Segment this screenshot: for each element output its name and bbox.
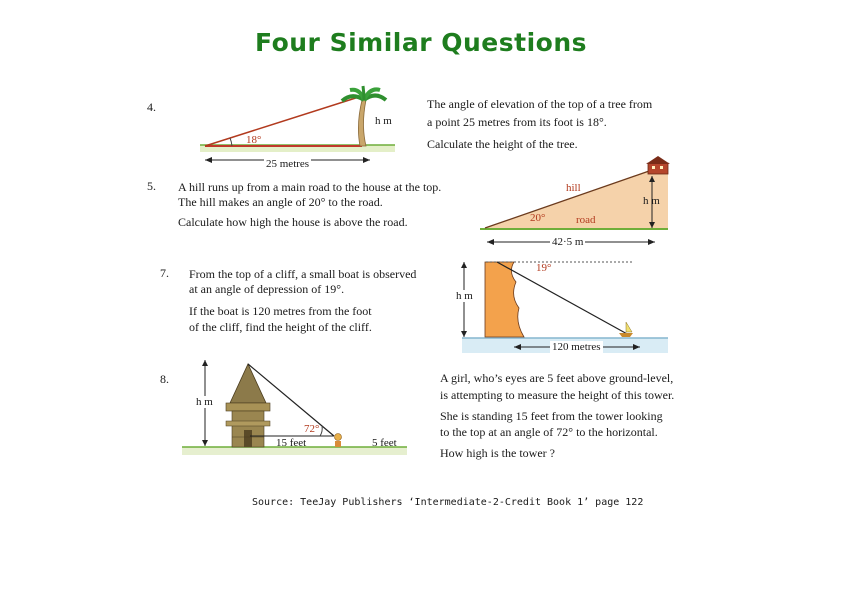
q4-sight-line — [205, 96, 362, 146]
q7-text-line-2: at an angle of depression of 19°. — [189, 282, 345, 296]
q7-text-line-4: of the cliff, find the height of the cliff. — [189, 320, 372, 334]
q8-label-base: 15 feet — [276, 437, 307, 449]
q5-label-height: h m — [643, 195, 660, 207]
question-4-number: 4. — [147, 100, 156, 114]
q5-label-angle: 20° — [530, 212, 546, 224]
q8-label-eye-height: 5 feet — [372, 437, 397, 449]
q5-text-line-2: The hill makes an angle of 20° to the road. — [178, 195, 383, 209]
q4-label-angle: 18° — [246, 134, 262, 146]
q8-angle-arc — [320, 426, 322, 436]
page-title: Four Similar Questions — [255, 28, 587, 57]
girl-icon — [335, 434, 342, 448]
q7-label-angle: 19° — [536, 262, 552, 274]
q4-text-line-1: The angle of elevation of the top of a tree from — [427, 97, 653, 111]
q8-text-line-1: A girl, who’s eyes are 5 feet above ground-level, — [440, 371, 674, 385]
boat-icon — [619, 322, 633, 337]
question-5-number: 5. — [147, 179, 156, 193]
q8-text-line-5: How high is the tower ? — [440, 446, 555, 460]
q8-label-height: h m — [196, 396, 213, 408]
q4-label-height: h m — [375, 115, 392, 127]
house-icon — [646, 156, 670, 174]
q7-label-base: 120 metres — [552, 341, 601, 353]
q5-label-road: road — [576, 214, 596, 226]
question-8-number: 8. — [160, 372, 169, 386]
q8-text-line-2: is attempting to measure the height of this tower. — [440, 388, 675, 402]
q8-label-angle: 72° — [304, 423, 320, 435]
q7-label-height: h m — [456, 290, 473, 302]
q5-text-line-3: Calculate how high the house is above the road. — [178, 215, 408, 229]
q5-text-line-1: A hill runs up from a main road to the house at the top. — [178, 180, 442, 194]
question-7-number: 7. — [160, 266, 169, 280]
q4-label-base: 25 metres — [266, 158, 310, 170]
q8-text-line-3: She is standing 15 feet from the tower looking — [440, 409, 663, 423]
q5-label-base: 42·5 m — [552, 236, 584, 248]
q7-text-line-3: If the boat is 120 metres from the foot — [189, 304, 372, 318]
q7-text-line-1: From the top of a cliff, a small boat is observed — [189, 267, 417, 281]
source-citation: Source: TeeJay Publishers ‘Intermediate-2-Credit Book 1’ page 122 — [252, 497, 644, 508]
q8-text-line-4: to the top at an angle of 72° to the horizontal. — [440, 425, 658, 439]
q4-text-line-3: Calculate the height of the tree. — [427, 137, 578, 151]
q4-text-line-2: a point 25 metres from its foot is 18°. — [427, 115, 607, 129]
q5-label-hill: hill — [566, 182, 581, 194]
